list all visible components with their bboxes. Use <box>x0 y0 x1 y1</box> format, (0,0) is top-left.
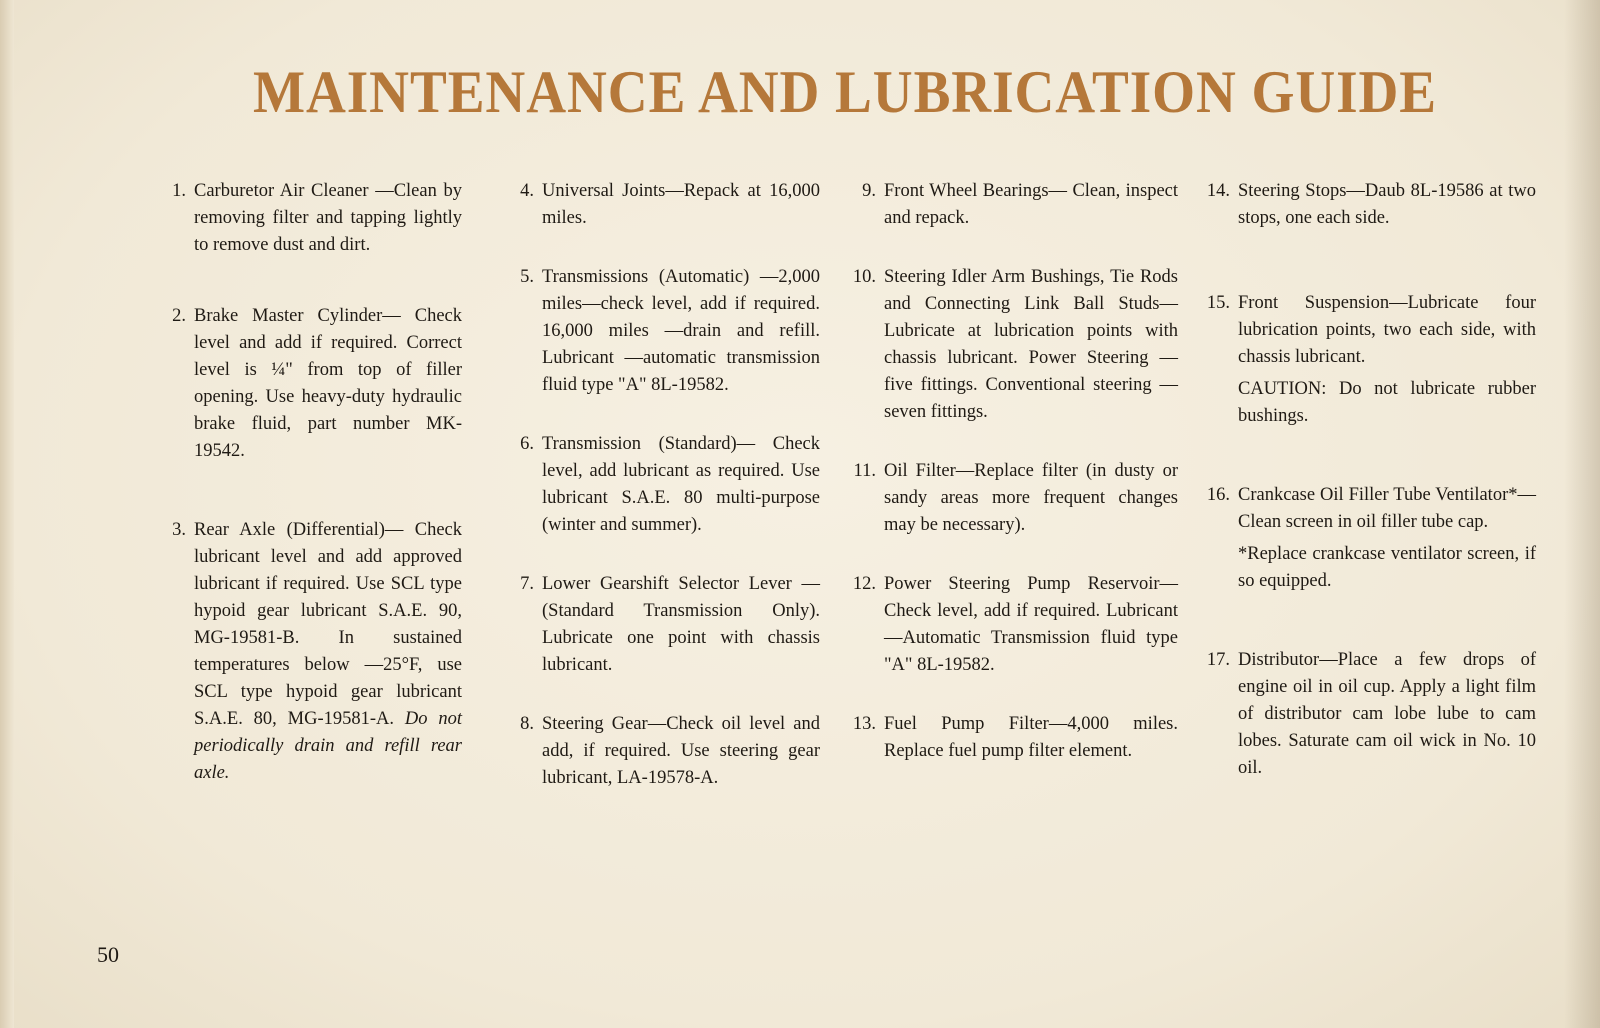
item-caution-note: CAUTION: Do not lubricate rubber bushings. <box>1238 379 1536 426</box>
item-text: Fuel Pump Filter—4,000 miles. Replace fuel pump filter element. <box>884 714 1178 761</box>
column-4 <box>1196 178 1536 782</box>
guide-item-5 <box>500 264 820 399</box>
item-number: 5. <box>520 267 534 287</box>
guide-item-16 <box>1196 482 1536 595</box>
guide-item-1 <box>152 178 462 259</box>
item-number: 12. <box>852 574 876 594</box>
page-title: MAINTENANCE AND LUBRICATION GUIDE <box>252 59 1438 125</box>
item-number: 16. <box>1206 485 1230 505</box>
item-number: 3. <box>172 520 186 540</box>
item-number: 4. <box>520 181 534 201</box>
guide-item-9 <box>842 178 1178 232</box>
column-2 <box>500 178 820 792</box>
item-number: 11. <box>853 461 876 481</box>
item-number: 1. <box>172 181 186 201</box>
item-text: Steering Idler Arm Bushings, Tie Rods and Connecting Link Ball Studs—Lubricate at lubrication points with chassis lubricant. Power Steering — five fittings. Conventional steering —seven fittings. <box>884 267 1178 422</box>
item-text: Power Steering Pump Reservoir—Check level, add if required. Lubricant—Automatic Transmission fluid type "A" 8L-19582. <box>884 574 1178 675</box>
item-text: Rear Axle (Differential)— Check lubricant level and add approved lubricant if required. Use SCL type hypoid gear lubricant S.A.E. 90, MG-19581-B. In sustained temperatures below —25°F, use SCL type hypoid gear lubricant S.A.E. 80, MG-19581-A. <box>194 520 462 729</box>
item-number: 9. <box>862 181 876 201</box>
page-edge-shadow <box>1564 0 1600 1028</box>
guide-item-13 <box>842 711 1178 765</box>
guide-item-12 <box>842 571 1178 679</box>
item-text: Steering Gear—Check oil level and add, if required. Use steering gear lubricant, LA-19578-A. <box>542 714 820 788</box>
guide-item-4 <box>500 178 820 232</box>
item-text: Transmissions (Automatic) —2,000 miles—check level, add if required. 16,000 miles —drain and refill. Lubricant —automatic transmission fluid type "A" 8L-19582. <box>542 267 820 395</box>
item-text: Oil Filter—Replace filter (in dusty or sandy areas more frequent changes may be necessary). <box>884 461 1178 535</box>
item-number: 14. <box>1206 181 1230 201</box>
item-number: 17. <box>1206 650 1230 670</box>
guide-item-14 <box>1196 178 1536 232</box>
guide-item-2 <box>152 303 462 465</box>
item-text: Carburetor Air Cleaner —Clean by removing filter and tapping lightly to remove dust and dirt. <box>194 181 462 255</box>
item-text: Crankcase Oil Filler Tube Ventilator*—Clean screen in oil filler tube cap. <box>1238 485 1536 532</box>
item-text: Steering Stops—Daub 8L-19586 at two stops, one each side. <box>1238 181 1536 228</box>
item-number: 10. <box>852 267 876 287</box>
guide-item-6 <box>500 431 820 539</box>
guide-item-10 <box>842 264 1178 426</box>
column-1 <box>152 178 462 787</box>
guide-item-15 <box>1196 290 1536 430</box>
guide-item-8 <box>500 711 820 792</box>
column-3 <box>842 178 1178 765</box>
page-number: 50 <box>97 942 119 967</box>
item-text: Front Suspension—Lubricate four lubrication points, two each side, with chassis lubricant. <box>1238 293 1536 367</box>
item-number: 2. <box>172 306 186 326</box>
item-number: 13. <box>852 714 876 734</box>
item-text: Universal Joints—Repack at 16,000 miles. <box>542 181 820 228</box>
item-text: Distributor—Place a few drops of engine oil in oil cup. Apply a light film of distributor cam lobe lube to cam lobes. Saturate cam oil wick in No. 10 oil. <box>1238 650 1536 778</box>
item-text: Lower Gearshift Selector Lever — (Standard Transmission Only). Lubricate one point with chassis lubricant. <box>542 574 820 675</box>
item-footnote: *Replace crankcase ventilator screen, if so equipped. <box>1238 544 1536 591</box>
guide-item-17 <box>1196 647 1536 782</box>
guide-item-3 <box>152 517 462 787</box>
page-spine-shadow <box>0 0 14 1028</box>
item-number: 6. <box>520 434 534 454</box>
item-text: Front Wheel Bearings— Clean, inspect and repack. <box>884 181 1178 228</box>
guide-item-7 <box>500 571 820 679</box>
item-number: 15. <box>1206 293 1230 313</box>
item-italic-text: Do not periodically drain and refill rear axle. <box>194 709 462 783</box>
item-text: Transmission (Standard)— Check level, add lubricant as required. Use lubricant S.A.E. 80 multi-purpose (winter and summer). <box>542 434 820 535</box>
guide-item-11 <box>842 458 1178 539</box>
item-number: 7. <box>520 574 534 594</box>
item-text: Brake Master Cylinder— Check level and add if required. Correct level is ¼" from top of filler opening. Use heavy-duty hydraulic brake fluid, part number MK-19542. <box>194 306 462 461</box>
item-number: 8. <box>520 714 534 734</box>
